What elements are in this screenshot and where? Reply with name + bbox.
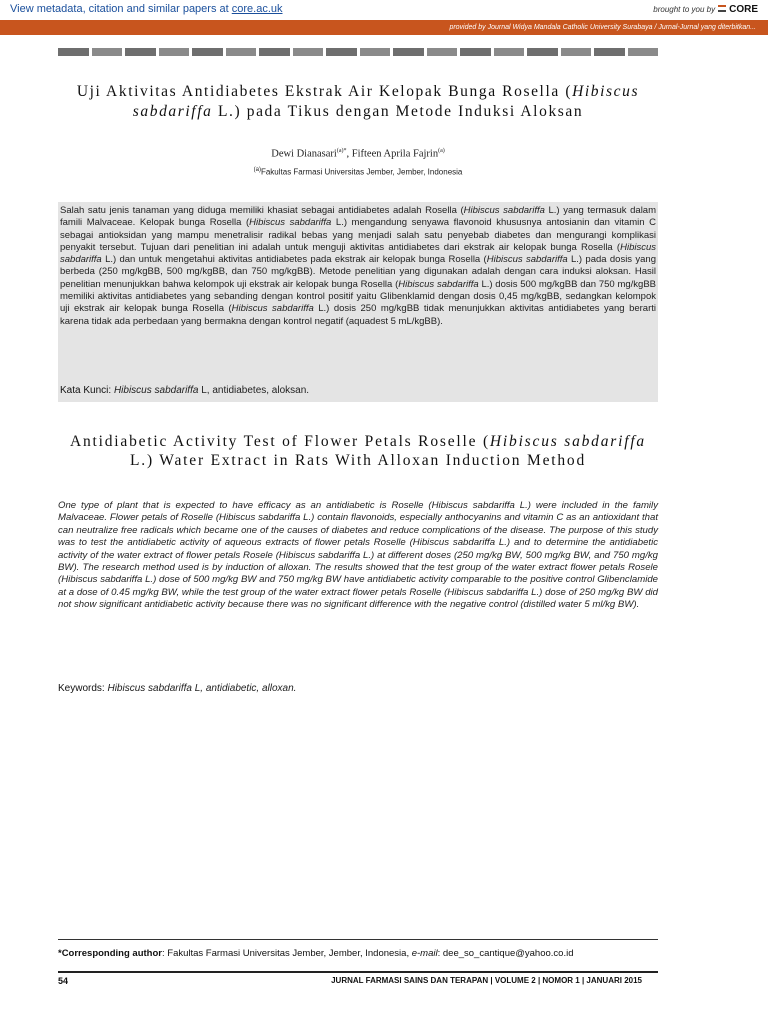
footer-divider bbox=[58, 971, 658, 973]
provider-name: Journal Widya Mandala Catholic University Surabaya / Jurnal-Jurnal yang diterbitkan... bbox=[487, 24, 756, 31]
core-ac-uk-link[interactable]: core.ac.uk bbox=[231, 3, 283, 15]
keywords-english: Keywords: Hibiscus sabdariffa L, antidiabetic, alloxan. bbox=[58, 683, 297, 694]
core-logo: CORE bbox=[729, 3, 758, 15]
keywords-label: Kata Kunci: bbox=[60, 385, 112, 396]
keywords-label: Keywords: bbox=[58, 683, 105, 694]
page-number: 54 bbox=[58, 976, 69, 986]
core-meta-prefix: View metadata, citation and similar papers at bbox=[10, 3, 232, 15]
keywords-indonesian: Kata Kunci: Hibiscus sabdariffa L, antidiabetes, aloksan. bbox=[60, 385, 310, 396]
author-list: Dewi Dianasari$^{(a)*}$, Fifteen Aprila Fajrin$^{(a)}$ bbox=[271, 148, 445, 160]
title-indonesian: Uji Aktivitas Antidiabetes Ekstrak Air Kelopak Bunga Rosella (Hibiscus sabdariffa L.) pada Tikus dengan Metode Induksi Aloksan bbox=[76, 83, 640, 120]
brought-to-you-text: brought to you by bbox=[653, 4, 716, 14]
title-english: Antidiabetic Activity Test of Flower Petals Roselle (Hibiscus sabdariffa L.) Water Extract in Rats With Alloxan Induction Method bbox=[70, 433, 646, 469]
decorative-strip bbox=[58, 48, 658, 56]
provided-by-bar[interactable] bbox=[0, 20, 768, 35]
core-header-bar bbox=[0, 0, 768, 21]
core-metadata-link[interactable] bbox=[10, 3, 283, 15]
footnote-divider bbox=[58, 939, 658, 940]
author-email: : dee_so_cantique@yahoo.co.id bbox=[437, 948, 574, 959]
journal-citation: JURNAL FARMASI SAINS DAN TERAPAN | VOLUME 2 | NOMOR 1 | JANUARI 2015 bbox=[331, 976, 642, 985]
core-brought-by[interactable] bbox=[653, 3, 758, 15]
provided-by-label: provided by bbox=[449, 24, 486, 31]
abstract-indonesian bbox=[58, 202, 658, 402]
abstract-id-text: Salah satu jenis tanaman yang diduga memiliki khasiat sebagai antidiabetes adalah Rosella (Hibiscus sabdariffa L.) yang termasuk dalam famili Malvaceae. Kelopak bunga Rosella (Hibiscus sabdariffa L.) mengandung senyawa flavonoid khususnya antosianin dan vitamin C sebagai antioksidan yang mampu menetralisir radikal bebas yang menjadi salah satu penyebab diabetes dan mengurangi komplikasi penyakit tersebut. Tujuan dari penelitian ini adalah untuk menguji aktivitas antidiabetes dari ekstrak air kelopak bunga Rosella (Hibiscus sabdariffa L.) dan untuk mengetahui aktivitas antidiabetes pada ekstrak air kelopak bunga Rosella (Hibiscus sabdariffa L.) pada dosis yang berbeda (250 mg/kgBB, 500 mg/kgBB, dan 750 mg/kgBB). Metode penelitian yang digunakan adalah dengan cara induksi aloksan. Hasil penelitian menunjukkan bahwa kelompok uji ekstrak air kelopak bunga Rosella (Hibiscus sabdariffa L.) dosis 500 mg/kgBB dan 750 mg/kgBB memiliki aktivitas antidiabetes yang sebanding dengan kontrol positif yaitu Glibenklamid dengan dosis 0,45 mg/kgBB, sedangkan kelompok uji ekstrak air kelopak bunga Rosella (Hibiscus sabdariffa L.) dosis 250 mg/kgBB tidak menunjukkan aktivitas antidiabetes yang berarti karena tidak ada perbedaan yang bermakna dengan kontrol negatif (aquadest 5 mL/kgBB). bbox=[60, 205, 657, 327]
author-name: Fifteen Aprila Fajrin bbox=[351, 148, 439, 160]
author-name: Dewi Dianasari bbox=[271, 148, 337, 160]
core-logo-icon bbox=[718, 3, 726, 15]
abstract-english: One type of plant that is expected to have efficacy as an antidiabetic is Roselle (Hibiscus sabdariffa L.) were included in the family Malvaceae. Flower petals of Roselle (Hibiscus sabdariffa L.) contain flavonoids, especially anthocyanins and vitamin C as an antioxidant that can neutralize free radicals which became one of the causes of diabetes and reduce complications of the disease. The purpose of this study was to test the antidiabetic activity of aqueous extracts of flower petals Roselle (Hibiscus sabdariffa L.) and to determine the antidiabetic activity of the water extract of flower petals Rosele (Hibiscus sabdariffa L.) at different doses (250 mg/kg BW, 500 mg/kg BW, and 750 mg/kg BW). The research method used is by induction of alloxan. The results showed that the test group of the water extract flower petals Rosele (Hibiscus sabdariffa L.) dose of 500 mg/kg BW and 750 mg/kg BW have antidiabetic activity comparable to the positive control Glibenclamide at a dose of 0.45 mg/kg BW, while the test group of the water extract flower petals Roselle (Hibiscus sabdariffa L.) dose of 250 mg/kg BW did not show significant antidiabetic activity because there was no significant difference with the negative control (distilled water 5 ml/kg BW). bbox=[58, 500, 658, 611]
corresponding-author-note: *Corresponding author: Fakultas Farmasi Universitas Jember, Jember, Indonesia, e-mail: dee_so_cantique@yahoo.co.id bbox=[58, 948, 574, 959]
affiliation: $^{(a)}$Fakultas Farmasi Universitas Jember, Jember, Indonesia bbox=[253, 167, 463, 177]
